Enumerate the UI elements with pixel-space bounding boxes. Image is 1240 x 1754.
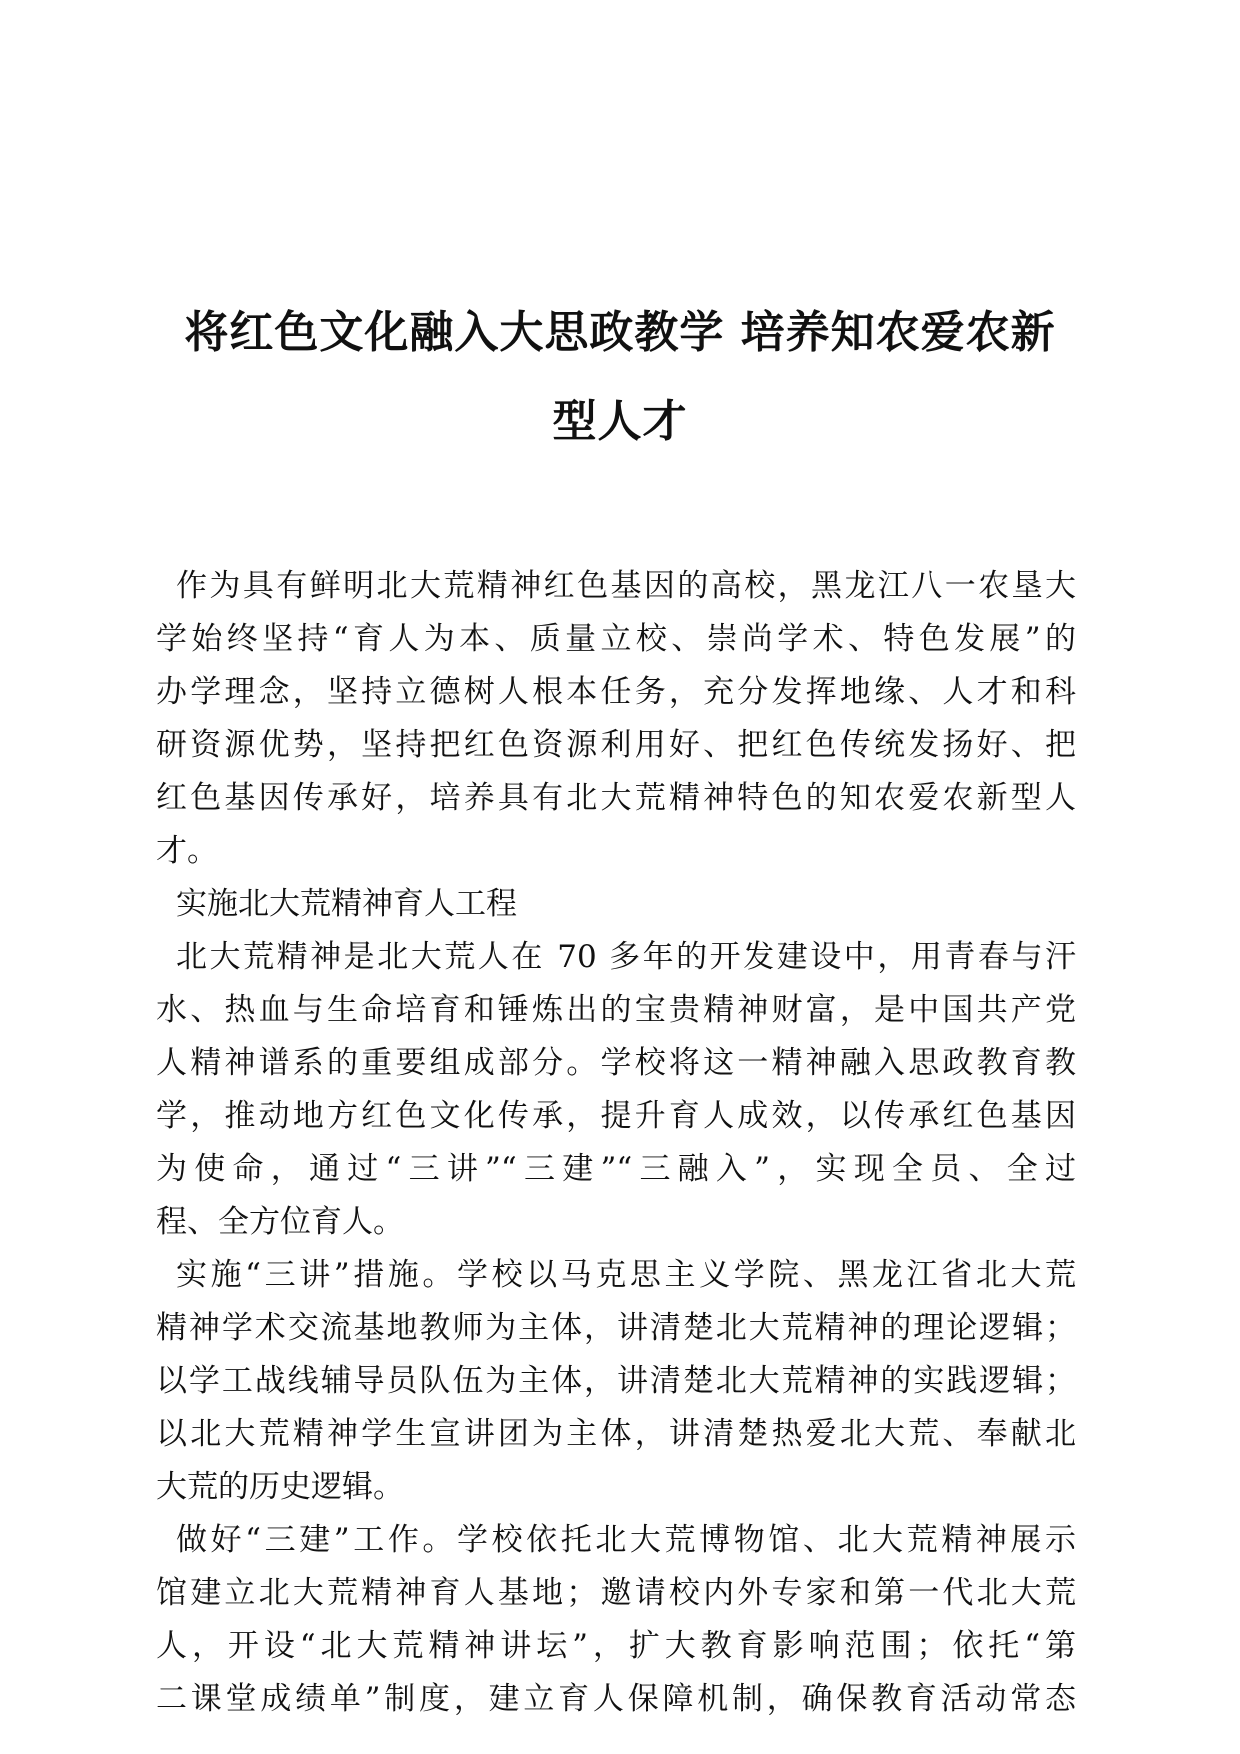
section-heading: 实施北大荒精神育人工程	[176, 886, 517, 922]
text-line: 为使命，通过“三讲”“三建”“三融入”，实现全员、全过	[156, 1151, 1076, 1187]
text-line: 才。	[156, 833, 218, 869]
sanjian-paragraph	[156, 1514, 1076, 1726]
text-line: 实施“三讲”措施。学校以马克思主义学院、黑龙江省北大荒	[176, 1257, 1076, 1293]
title-line-2: 型人才	[552, 396, 688, 447]
intro-paragraph	[156, 560, 1076, 878]
text-line: 红色基因传承好，培养具有北大荒精神特色的知农爱农新型人	[156, 780, 1076, 816]
text-line: 做好“三建”工作。学校依托北大荒博物馆、北大荒精神展示	[176, 1522, 1076, 1558]
text-line: 水、热血与生命培育和锤炼出的宝贵精神财富，是中国共产党	[156, 992, 1076, 1028]
text-line: 办学理念，坚持立德树人根本任务，充分发挥地缘、人才和科	[156, 674, 1076, 710]
text-line: 人精神谱系的重要组成部分。学校将这一精神融入思政教育教	[156, 1045, 1076, 1081]
text-line: 以北大荒精神学生宣讲团为主体，讲清楚热爱北大荒、奉献北	[156, 1416, 1076, 1452]
title-line-1: 将红色文化融入大思政教学 培养知农爱农新	[184, 307, 1056, 358]
text-line: 北大荒精神是北大荒人在 70 多年的开发建设中，用青春与汗	[176, 939, 1076, 975]
text-line: 学，推动地方红色文化传承，提升育人成效，以传承红色基因	[156, 1098, 1076, 1134]
text-line: 二课堂成绩单”制度，建立育人保障机制，确保教育活动常态	[156, 1681, 1076, 1717]
document-body	[156, 560, 1076, 1726]
text-line: 人，开设“北大荒精神讲坛”，扩大教育影响范围；依托“第	[156, 1628, 1076, 1664]
text-line: 大荒的历史逻辑。	[156, 1469, 404, 1505]
text-line: 馆建立北大荒精神育人基地；邀请校内外专家和第一代北大荒	[156, 1575, 1076, 1611]
section-paragraph	[156, 931, 1076, 1249]
sanjiang-paragraph	[156, 1249, 1076, 1514]
text-line: 研资源优势，坚持把红色资源利用好、把红色传统发扬好、把	[156, 727, 1076, 763]
text-line: 程、全方位育人。	[156, 1204, 404, 1240]
text-line: 精神学术交流基地教师为主体，讲清楚北大荒精神的理论逻辑；	[156, 1310, 1076, 1346]
text-line: 学始终坚持“育人为本、质量立校、崇尚学术、特色发展”的	[156, 621, 1076, 657]
text-line: 以学工战线辅导员队伍为主体，讲清楚北大荒精神的实践逻辑；	[156, 1363, 1076, 1399]
text-line: 作为具有鲜明北大荒精神红色基因的高校，黑龙江八一农垦大	[176, 568, 1076, 604]
